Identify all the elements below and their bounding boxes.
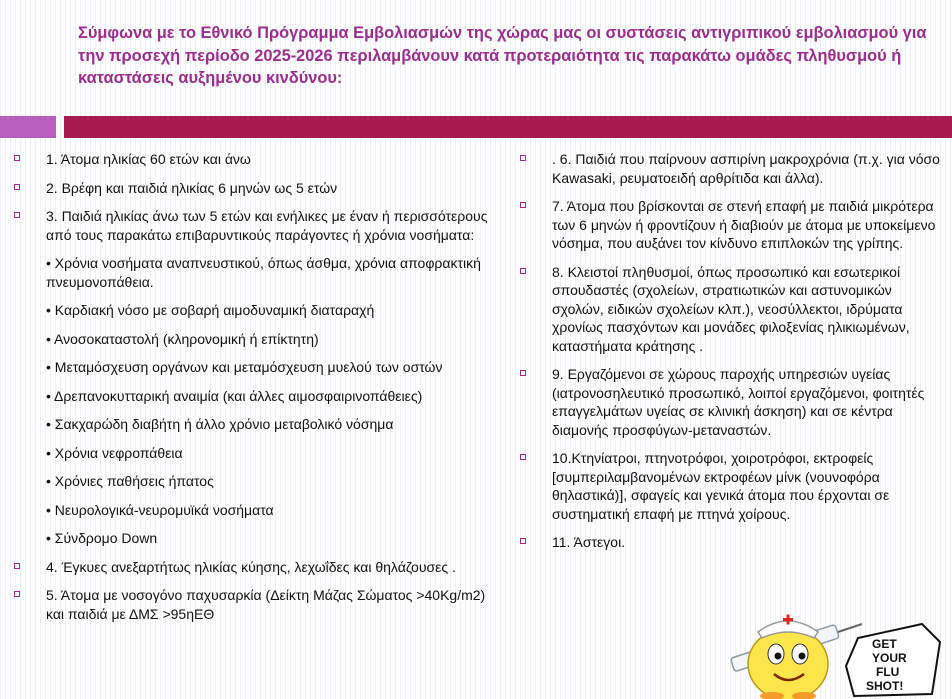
mascot-text: YOUR: [872, 651, 907, 665]
square-bullet-icon: [14, 212, 20, 218]
accent-band-left: [0, 116, 56, 138]
sub-list-item: • Ανοσοκαταστολή (κληρονομική ή επίκτητη): [46, 330, 319, 347]
list-item: 8. Κλειστοί πληθυσμοί, όπως προσωπικό και εσωτερικοί σπουδαστές (σχολείων, στρατιωτικών και αστυνομικών σχολών, ειδικών σχολείων κλπ.), νεοσύλλεκτοι, ιδρύματα χρονίως πασχόντων και μονάδες φιλοξενίας ηλικιωμένων, καταστήματα κράτησης .: [520, 263, 940, 356]
square-bullet-icon: [520, 370, 526, 376]
sub-list-item: • Δρεπανοκυτταρική αναιμία (και άλλες αιμοσφαιρινοπάθειες): [46, 387, 423, 404]
accent-band-right: [64, 116, 952, 138]
list-item: 3. Παιδιά ηλικίας άνω των 5 ετών και ενήλικες με έναν ή περισσότερους από τους παρακάτω επιβαρυντικούς παράγοντες ή χρόνια νοσήματα:: [14, 207, 504, 244]
sub-list-item: • Σύνδρομο Down: [46, 530, 158, 546]
square-bullet-icon: [14, 591, 20, 597]
square-bullet-icon: [520, 454, 526, 460]
list-item: 5. Άτομα με νοσογόνο παχυσαρκία (Δείκτη Μάζας Σώματος >40Kg/m2) και παιδιά με ΔΜΣ >95ηΕΘ: [14, 586, 504, 623]
sub-list-item: • Χρόνιες παθήσεις ήπατος: [46, 473, 214, 489]
left-column: [14, 150, 504, 633]
mascot-text: GET: [872, 637, 897, 651]
list-item: 9. Εργαζόμενοι σε χώρους παροχής υπηρεσιών υγείας (ιατρονοσηλευτικό προσωπικό, λοιποί εργαζόμενοι, φοιτητές επαγγελμάτων υγείας σε κλινική άσκηση) και σε κέντρα διαμονής προσφύγων-μεταναστών.: [520, 365, 940, 439]
square-bullet-icon: [14, 563, 20, 569]
square-bullet-icon: [520, 155, 526, 161]
list-item: 2. Βρέφη και παιδιά ηλικίας 6 μηνών ως 5 ετών: [14, 179, 504, 198]
sub-list-item: • Μεταμόσχευση οργάνων και μεταμόσχευση μυελού των οστών: [46, 359, 443, 375]
list-item: 7. Άτομα που βρίσκονται σε στενή επαφή με παιδιά μικρότερα των 6 μηνών ή φροντίζουν ή διαβιούν με άτομα με υποκείμενο νόσημα, που αυξάνει τον κίνδυνο επιπλοκών της γρίπης.: [520, 197, 940, 253]
list-item: 1. Άτομα ηλικίας 60 ετών και άνω: [14, 150, 504, 169]
list-item: 4. Έγκυες ανεξαρτήτως ηλικίας κύησης, λεχωΐδες και θηλάζουσες .: [14, 558, 504, 577]
mascot-text: SHOT!: [866, 679, 904, 693]
flu-shot-mascot-icon: [722, 606, 948, 699]
list-item: 10.Κτηνίατροι, πτηνοτρόφοι, χοιροτρόφοι, εκτροφείς [συμπεριλαμβανομένων εκτροφέων μίνκ (νουνοφόρα θηλαστικά)], σφαγείς και γενικά άτομα που έρχονται σε συστηματική επαφή με πτηνά χοίρους.: [520, 449, 940, 523]
page-title: Σύμφωνα με το Εθνικό Πρόγραμμα Εμβολιασμών της χώρας μας οι συστάσεις αντιγριπικού εμβολιασμού για την προσεχή περίοδο 2025-2026 περιλαμβάνουν κατά προτεραιότητα τις παρακάτω ομάδες πληθυσμού ή καταστάσεις αυξημένου κινδύνου:: [78, 24, 927, 87]
sub-list-item: • Χρόνια νοσήματα αναπνευστικού, όπως άσθμα, χρόνια αποφρακτική πνευμονοπάθεια.: [46, 255, 481, 290]
sub-list-item: • Χρόνια νεφροπάθεια: [46, 444, 183, 461]
square-bullet-icon: [14, 184, 20, 190]
square-bullet-icon: [14, 155, 20, 161]
square-bullet-icon: [520, 538, 526, 544]
mascot-text: FLU: [876, 665, 900, 679]
right-column: [520, 150, 940, 562]
sub-list-item: • Νευρολογικά-νευρομυϊκά νοσήματα: [46, 501, 274, 518]
list-item: 11. Άστεγοι.: [520, 533, 940, 552]
list-item: . 6. Παιδιά που παίρνουν ασπιρίνη μακροχρόνια (π.χ. για νόσο Kawasaki, ρευματοειδή αρθρίτιδα και άλλα).: [520, 150, 940, 187]
square-bullet-icon: [520, 202, 526, 208]
sub-list-item: • Καρδιακή νόσο με σοβαρή αιμοδυναμική διαταραχή: [46, 302, 375, 318]
sub-list-item: • Σακχαρώδη διαβήτη ή άλλο χρόνιο μεταβολικό νόσημα: [46, 416, 394, 432]
square-bullet-icon: [520, 268, 526, 274]
